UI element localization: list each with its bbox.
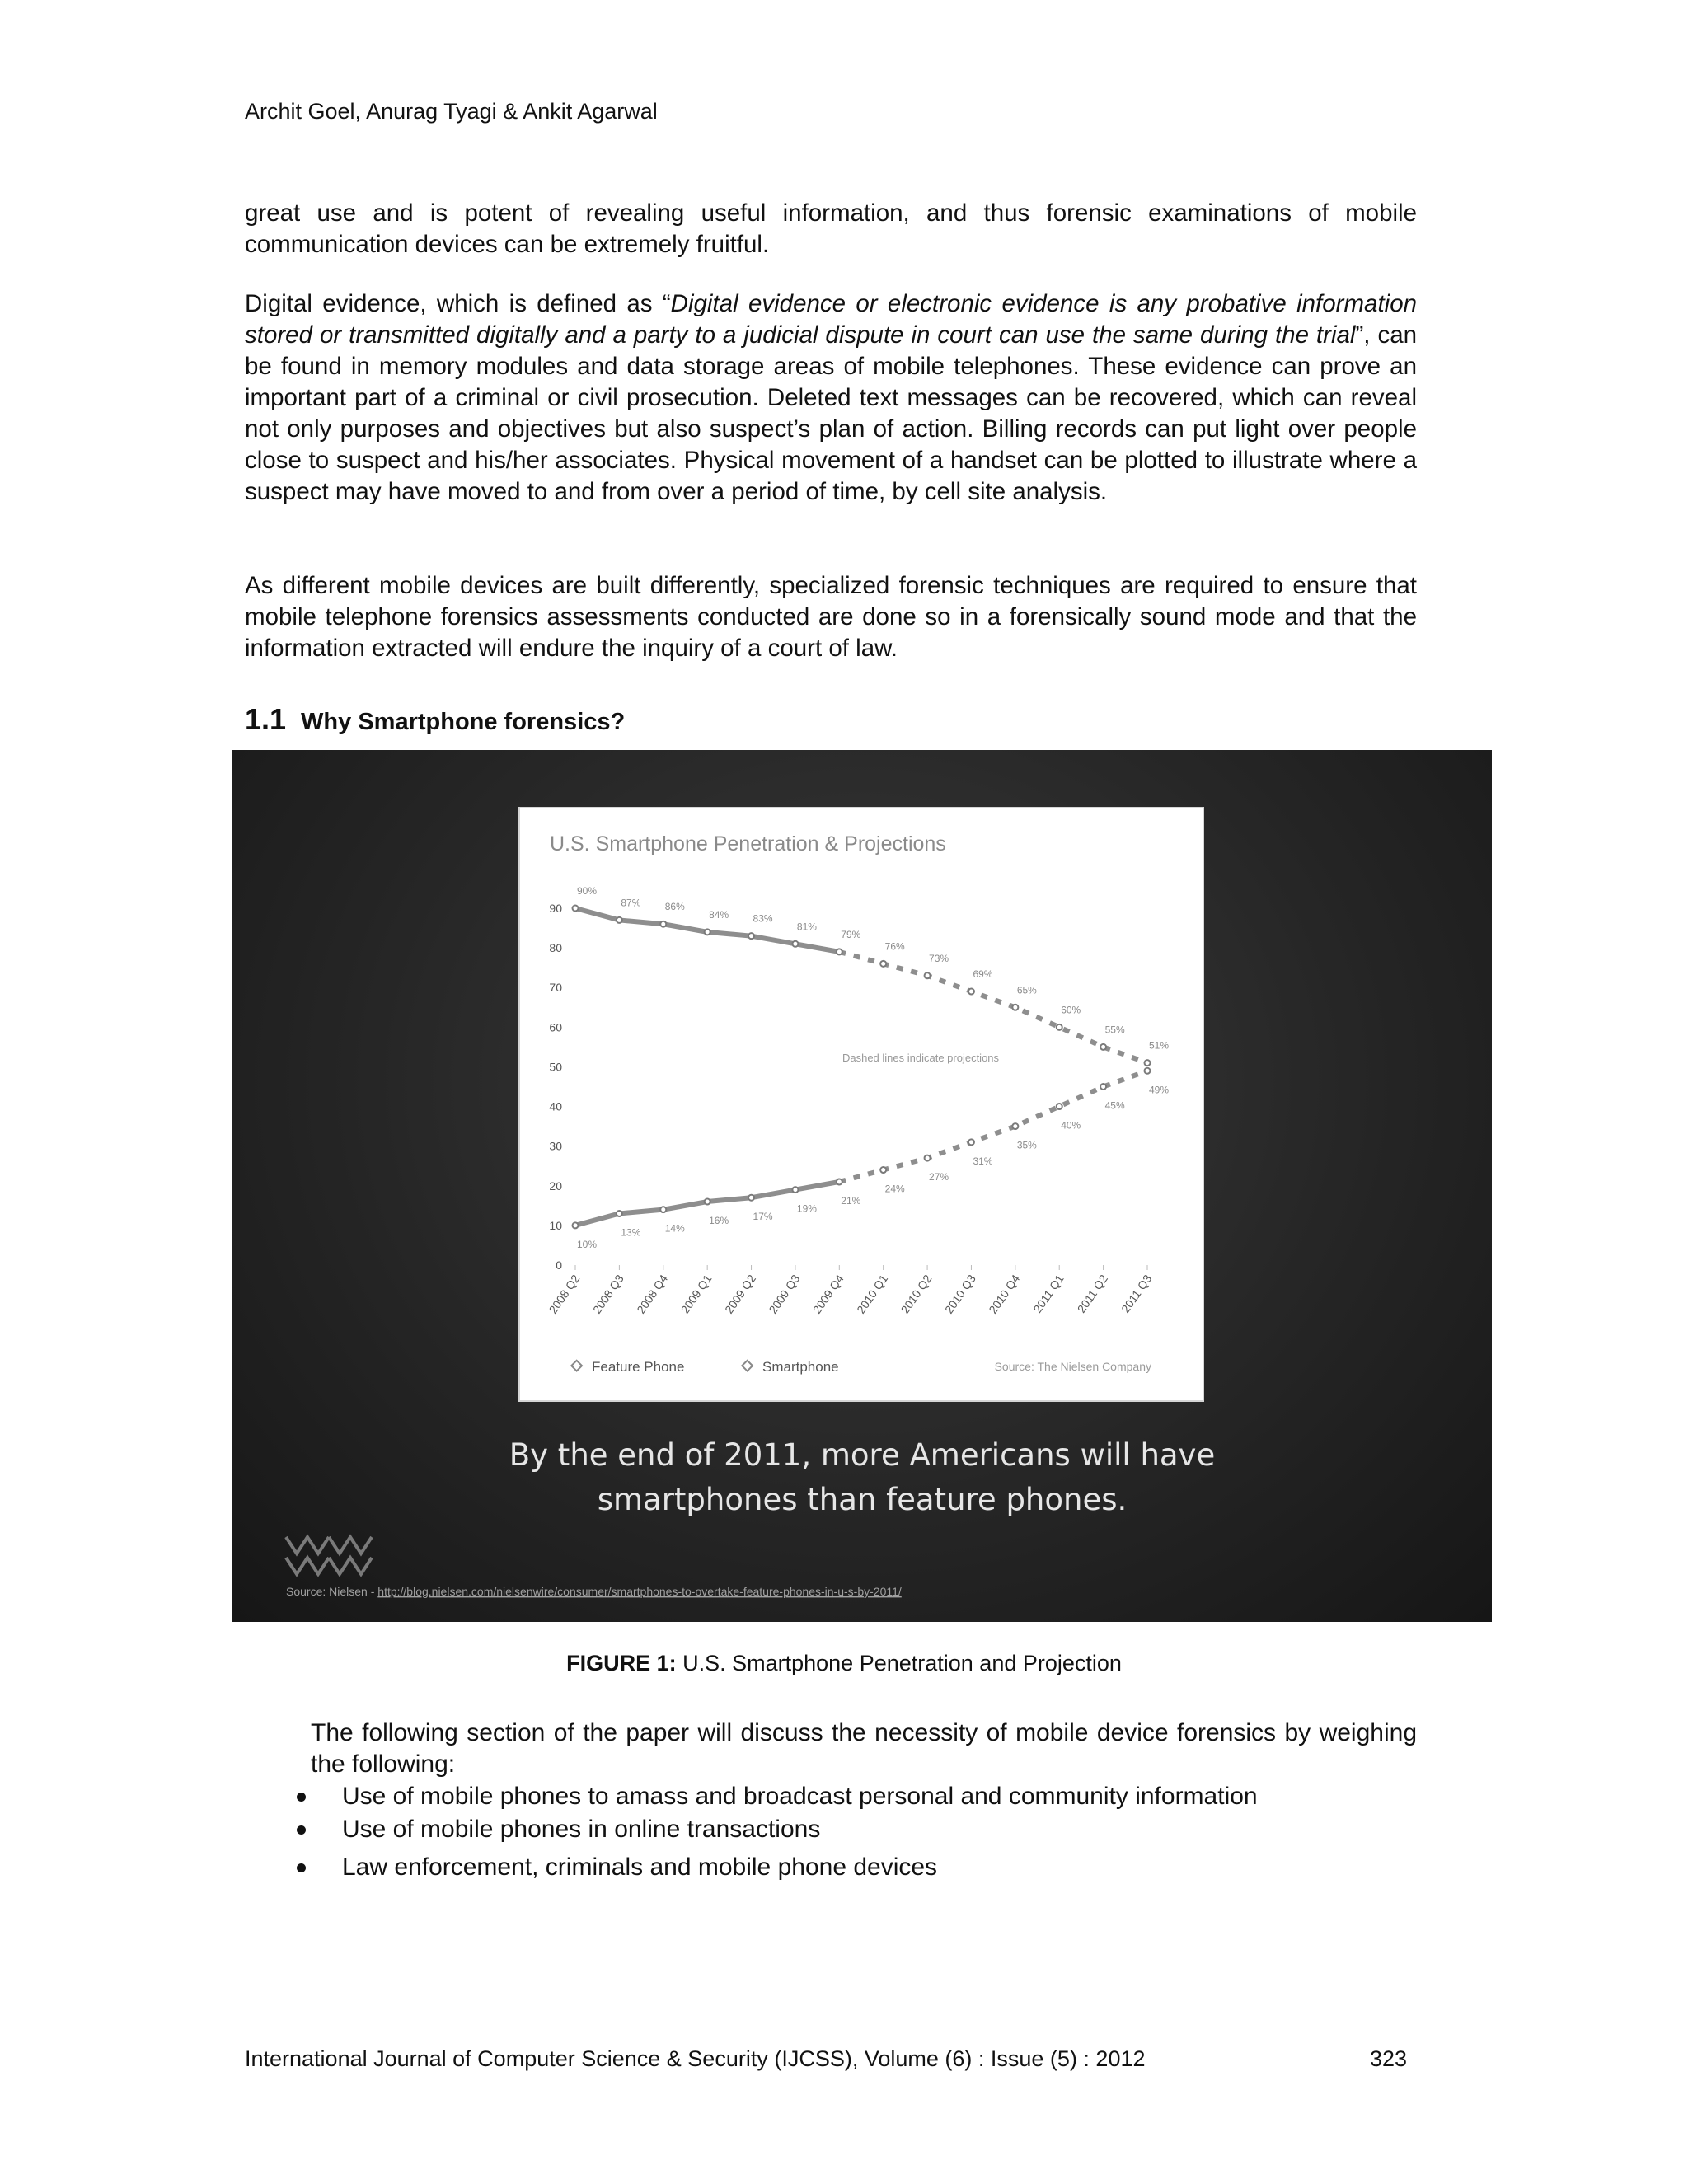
smartphone-point — [660, 1207, 666, 1212]
feature-phone-point — [1012, 1005, 1018, 1010]
feature-phone-point — [573, 906, 579, 912]
smartphone-point — [880, 1167, 886, 1173]
slide-text-line1: By the end of 2011, more Americans will have — [509, 1437, 1216, 1473]
smartphone-legend-label: Smartphone — [762, 1359, 839, 1375]
x-tick-label: 2010 Q3 — [942, 1272, 978, 1316]
feature-phone-data-label: 79% — [841, 928, 861, 940]
feature-phone-data-label: 73% — [929, 952, 950, 964]
feature-phone-point — [748, 933, 754, 939]
feature-phone-point — [1057, 1024, 1062, 1030]
figure-svg — [232, 750, 1492, 1622]
feature-phone-data-label: 51% — [1148, 1039, 1170, 1052]
smartphone-data-label: 21% — [841, 1194, 861, 1207]
bullet-icon — [297, 1825, 306, 1835]
running-head-authors: Archit Goel, Anurag Tyagi & Ankit Agarwal — [245, 99, 658, 124]
section-heading — [245, 702, 625, 737]
paragraph-1: great use and is potent of revealing useful information, and thus forensic examinations of mobile communication devices can be extremely fruitful. — [245, 199, 1417, 258]
smartphone-point — [1100, 1084, 1106, 1090]
y-tick-label: 30 — [549, 1139, 562, 1153]
feature-phone-data-label: 69% — [973, 968, 993, 981]
smartphone-data-label: 40% — [1061, 1119, 1081, 1132]
smartphone-point — [1012, 1123, 1018, 1129]
y-tick-label: 90 — [549, 902, 562, 915]
y-tick-label: 40 — [549, 1099, 562, 1113]
bullet-icon — [297, 1863, 306, 1872]
smartphone-data-label: 14% — [664, 1222, 685, 1235]
bullet-item — [280, 1813, 1258, 1846]
intro-paragraph: The following section of the paper will discuss the necessity of mobile device forensics by weighing the following: — [311, 1719, 1417, 1778]
feature-phone-point — [1145, 1060, 1151, 1066]
feature-phone-data-label: 55% — [1104, 1024, 1125, 1036]
paragraph-2-suffix: ”, can be found in memory modules and data storage areas of mobile telephones. These evidence can prove an important part of a criminal or civil prosecution. Deleted text messages can be recovered, which can reveal not only purposes and objectives but also suspect’s plan of action. Billing records can put light over people close to suspect and his/her associates. Physical movement of a handset can be plotted to illustrate where a suspect may have moved to and from over a period of time, by cell site analysis. — [245, 321, 1418, 505]
footer-journal: International Journal of Computer Science & Security (IJCSS), Volume (6) : Issue (5) : 2012 — [245, 2046, 1146, 2071]
smartphone-point — [792, 1187, 798, 1193]
smartphone-point — [617, 1211, 622, 1216]
feature-phone-point — [880, 961, 886, 967]
smartphone-data-label: 31% — [973, 1155, 993, 1167]
smartphone-point — [968, 1139, 974, 1145]
bullet-icon — [297, 1793, 306, 1802]
feature-phone-data-label: 81% — [796, 921, 817, 933]
projection-annotation: Dashed lines indicate projections — [842, 1052, 1000, 1064]
y-tick-label: 50 — [549, 1060, 562, 1074]
feature-phone-point — [968, 989, 974, 995]
smartphone-point — [705, 1199, 710, 1205]
logo-icon — [286, 1537, 372, 1574]
x-tick-label: 2009 Q4 — [809, 1272, 846, 1316]
smartphone-point — [925, 1155, 931, 1161]
x-tick-label: 2008 Q4 — [634, 1272, 671, 1316]
smartphone-data-label: 17% — [753, 1211, 773, 1223]
slide-text-line2: smartphones than feature phones. — [597, 1482, 1128, 1517]
chart-source: Source: The Nielsen Company — [994, 1360, 1151, 1373]
figure-caption-label: FIGURE 1: — [566, 1651, 677, 1675]
feature-phone-data-label: 65% — [1016, 984, 1037, 996]
paragraph-2-prefix: Digital evidence, which is defined as “ — [245, 290, 671, 317]
feature-phone-data-label: 86% — [664, 901, 685, 913]
x-tick-label: 2011 Q3 — [1118, 1272, 1155, 1315]
figure-source-prefix: Source: Nielsen - — [286, 1585, 378, 1598]
smartphone-point — [748, 1195, 754, 1201]
bullet-text: Use of mobile phones in online transactions — [342, 1816, 821, 1843]
smartphone-data-label: 19% — [796, 1202, 817, 1215]
bullet-text: Use of mobile phones to amass and broadcast personal and community information — [342, 1783, 1258, 1810]
smartphone-data-label: 16% — [709, 1215, 729, 1227]
feature-phone-point — [837, 949, 842, 954]
section-title: Why Smartphone forensics? — [301, 709, 626, 735]
paragraph-2 — [245, 288, 1417, 508]
feature-phone-data-label: 83% — [753, 912, 773, 925]
paragraph-2-quote: Digital evidence or electronic evidence is any probative information stored or transmitted digitally and a party to a judicial dispute in court can use the same during the trial — [245, 290, 1418, 349]
x-tick-label: 2010 Q2 — [898, 1272, 935, 1316]
smartphone-data-label: 13% — [621, 1226, 641, 1239]
bullet-text: Law enforcement, criminals and mobile phone devices — [342, 1854, 938, 1881]
smartphone-point — [837, 1179, 842, 1184]
smartphone-data-label: 35% — [1016, 1139, 1037, 1151]
x-tick-label: 2010 Q4 — [986, 1272, 1023, 1316]
smartphone-point — [1057, 1104, 1062, 1109]
feature-phone-point — [617, 917, 622, 923]
feature-phone-data-label: 87% — [621, 897, 641, 909]
smartphone-data-label: 24% — [884, 1183, 905, 1195]
feature-phone-data-label: 60% — [1061, 1004, 1081, 1016]
y-tick-label: 10 — [549, 1218, 562, 1232]
x-tick-label: 2011 Q1 — [1030, 1272, 1067, 1315]
y-tick-label: 70 — [549, 981, 562, 995]
feature-phone-point — [660, 921, 666, 927]
x-tick-label: 2008 Q2 — [546, 1272, 583, 1316]
y-tick-label: 0 — [556, 1258, 562, 1272]
figure-caption-text: U.S. Smartphone Penetration and Projection — [676, 1651, 1122, 1675]
x-tick-label: 2009 Q1 — [678, 1272, 715, 1316]
feature-phone-point — [1100, 1044, 1106, 1050]
smartphone-data-label: 45% — [1104, 1099, 1125, 1112]
y-tick-label: 60 — [549, 1020, 562, 1034]
feature-phone-data-label: 84% — [709, 908, 729, 921]
section-number: 1.1 — [245, 702, 287, 736]
bullet-item — [280, 1851, 1258, 1884]
page-number: 323 — [1370, 2046, 1408, 2071]
paragraph-3: As different mobile devices are built differently, specialized forensic techniques are required to ensure that mobile telephone forensics assessments conducted are done so in a forensically sound mode and that the information extracted will endure the inquiry of a court of law. — [245, 572, 1417, 662]
smartphone-data-label: 27% — [929, 1171, 950, 1183]
feature-phone-point — [792, 941, 798, 947]
bullet-list — [280, 1780, 1258, 1884]
y-tick-label: 20 — [549, 1179, 562, 1193]
figure-source-link[interactable]: http://blog.nielsen.com/nielsenwire/consumer/smartphones-to-overtake-feature-phones-in-u-s-by-2011/ — [377, 1585, 902, 1598]
feature-phone-point — [925, 972, 931, 978]
feature-phone-legend-label: Feature Phone — [592, 1359, 685, 1375]
chart-title: U.S. Smartphone Penetration & Projections — [550, 832, 946, 855]
y-tick-label: 80 — [549, 941, 562, 955]
feature-phone-data-label: 90% — [576, 885, 598, 897]
figure-source — [286, 1585, 902, 1598]
smartphone-data-label: 10% — [576, 1238, 598, 1250]
smartphone-point — [1145, 1068, 1151, 1074]
x-tick-label: 2009 Q3 — [766, 1272, 803, 1316]
smartphone-point — [573, 1222, 579, 1228]
figure-1 — [232, 750, 1492, 1622]
bullet-item — [280, 1780, 1258, 1813]
feature-phone-point — [705, 929, 710, 935]
x-tick-label: 2011 Q2 — [1074, 1272, 1111, 1315]
x-tick-label: 2008 Q3 — [589, 1272, 626, 1316]
x-tick-label: 2010 Q1 — [854, 1272, 891, 1316]
figure-caption — [0, 1651, 1688, 1676]
smartphone-data-label: 49% — [1148, 1084, 1170, 1096]
x-tick-label: 2009 Q2 — [722, 1272, 758, 1316]
feature-phone-data-label: 76% — [884, 940, 905, 953]
